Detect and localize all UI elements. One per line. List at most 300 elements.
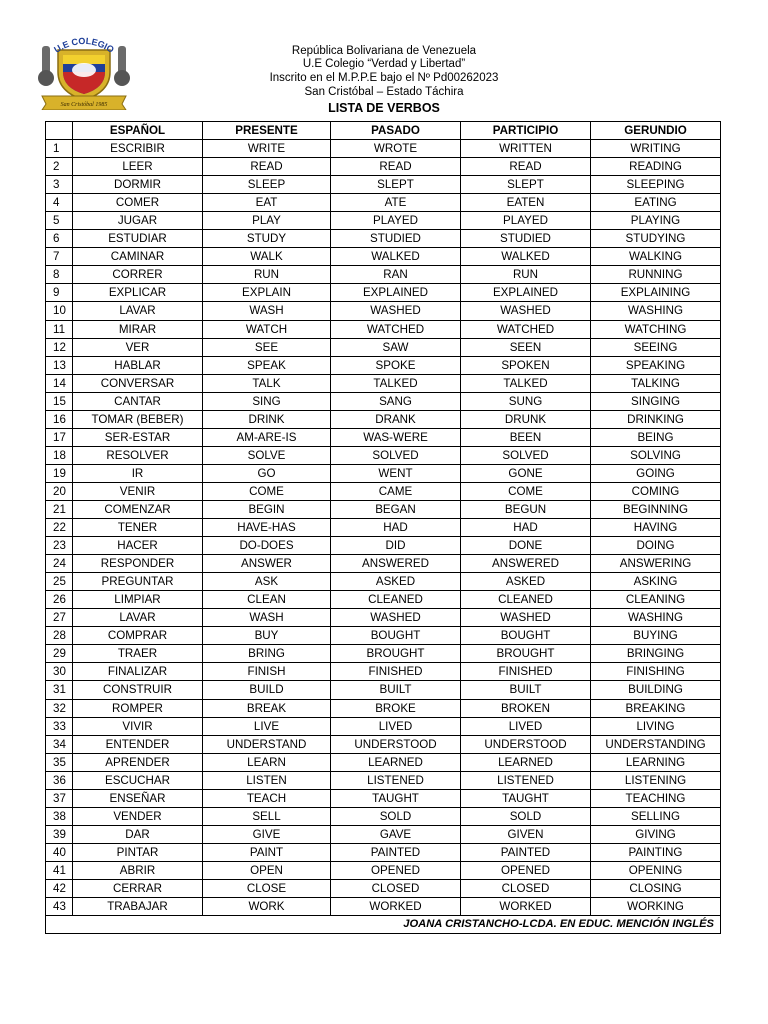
table-row <box>46 374 721 392</box>
cell-gerundio: FINISHING <box>591 663 721 681</box>
cell-espanol: LEER <box>73 158 203 176</box>
table-row <box>46 212 721 230</box>
column-header-pasado: PASADO <box>331 122 461 140</box>
logo-ribbon-text: San Cristóbal 1985 <box>60 102 108 108</box>
cell-presente: STUDY <box>203 230 331 248</box>
cell-number: 37 <box>46 789 73 807</box>
cell-espanol: SER-ESTAR <box>73 428 203 446</box>
verbs-table <box>45 121 721 934</box>
cell-espanol: LAVAR <box>73 302 203 320</box>
cell-gerundio: BREAKING <box>591 699 721 717</box>
cell-presente: LIVE <box>203 717 331 735</box>
column-header-number <box>46 122 73 140</box>
cell-number: 13 <box>46 356 73 374</box>
cell-presente: WATCH <box>203 320 331 338</box>
cell-number: 25 <box>46 573 73 591</box>
table-row <box>46 555 721 573</box>
cell-gerundio: READING <box>591 158 721 176</box>
cell-number: 16 <box>46 410 73 428</box>
cell-pasado: WROTE <box>331 140 461 158</box>
cell-number: 43 <box>46 898 73 916</box>
cell-espanol: EXPLICAR <box>73 284 203 302</box>
cell-gerundio: BUILDING <box>591 681 721 699</box>
cell-number: 6 <box>46 230 73 248</box>
table-row <box>46 591 721 609</box>
cell-pasado: WASHED <box>331 609 461 627</box>
table-row <box>46 302 721 320</box>
cell-pasado: CLEANED <box>331 591 461 609</box>
cell-participio: WALKED <box>461 248 591 266</box>
cell-presente: WORK <box>203 898 331 916</box>
cell-presente: AM-ARE-IS <box>203 428 331 446</box>
cell-espanol: ROMPER <box>73 699 203 717</box>
cell-number: 20 <box>46 482 73 500</box>
cell-number: 31 <box>46 681 73 699</box>
table-row <box>46 248 721 266</box>
cell-gerundio: ANSWERING <box>591 555 721 573</box>
table-row <box>46 176 721 194</box>
cell-espanol: PINTAR <box>73 843 203 861</box>
cell-presente: SLEEP <box>203 176 331 194</box>
cell-presente: ANSWER <box>203 555 331 573</box>
cell-espanol: ENTENDER <box>73 735 203 753</box>
cell-presente: SING <box>203 392 331 410</box>
cell-espanol: TOMAR (BEBER) <box>73 410 203 428</box>
cell-pasado: TAUGHT <box>331 789 461 807</box>
cell-presente: SELL <box>203 807 331 825</box>
cell-participio: READ <box>461 158 591 176</box>
cell-gerundio: HAVING <box>591 519 721 537</box>
cell-number: 11 <box>46 320 73 338</box>
cell-number: 10 <box>46 302 73 320</box>
cell-espanol: DORMIR <box>73 176 203 194</box>
cell-espanol: CANTAR <box>73 392 203 410</box>
cell-participio: WASHED <box>461 302 591 320</box>
cell-gerundio: BRINGING <box>591 645 721 663</box>
cell-number: 19 <box>46 464 73 482</box>
cell-espanol: PREGUNTAR <box>73 573 203 591</box>
cell-presente: WRITE <box>203 140 331 158</box>
cell-espanol: TRABAJAR <box>73 898 203 916</box>
cell-number: 38 <box>46 807 73 825</box>
cell-pasado: SLEPT <box>331 176 461 194</box>
table-row <box>46 266 721 284</box>
cell-number: 34 <box>46 735 73 753</box>
table-row <box>46 843 721 861</box>
cell-pasado: CAME <box>331 482 461 500</box>
cell-presente: BREAK <box>203 699 331 717</box>
cell-espanol: TRAER <box>73 645 203 663</box>
cell-participio: CLEANED <box>461 591 591 609</box>
cell-presente: CLOSE <box>203 879 331 897</box>
cell-gerundio: WASHING <box>591 609 721 627</box>
cell-espanol: CONSTRUIR <box>73 681 203 699</box>
table-row <box>46 464 721 482</box>
cell-participio: STUDIED <box>461 230 591 248</box>
table-row <box>46 140 721 158</box>
cell-number: 15 <box>46 392 73 410</box>
cell-gerundio: LISTENING <box>591 771 721 789</box>
cell-number: 23 <box>46 537 73 555</box>
table-row <box>46 681 721 699</box>
cell-presente: ASK <box>203 573 331 591</box>
table-row <box>46 573 721 591</box>
cell-number: 8 <box>46 266 73 284</box>
cell-pasado: DRANK <box>331 410 461 428</box>
cell-presente: DRINK <box>203 410 331 428</box>
cell-presente: OPEN <box>203 861 331 879</box>
cell-presente: EXPLAIN <box>203 284 331 302</box>
cell-participio: SLEPT <box>461 176 591 194</box>
cell-presente: TALK <box>203 374 331 392</box>
cell-gerundio: ASKING <box>591 573 721 591</box>
cell-gerundio: BUYING <box>591 627 721 645</box>
table-row <box>46 825 721 843</box>
cell-participio: GONE <box>461 464 591 482</box>
cell-pasado: EXPLAINED <box>331 284 461 302</box>
cell-gerundio: EXPLAINING <box>591 284 721 302</box>
cell-participio: SEEN <box>461 338 591 356</box>
cell-participio: BROKEN <box>461 699 591 717</box>
table-row <box>46 446 721 464</box>
cell-pasado: CLOSED <box>331 879 461 897</box>
column-header-español: ESPAÑOL <box>73 122 203 140</box>
cell-participio: BEEN <box>461 428 591 446</box>
cell-gerundio: TEACHING <box>591 789 721 807</box>
cell-espanol: VER <box>73 338 203 356</box>
cell-gerundio: WATCHING <box>591 320 721 338</box>
table-row <box>46 861 721 879</box>
cell-pasado: PAINTED <box>331 843 461 861</box>
cell-gerundio: UNDERSTANDING <box>591 735 721 753</box>
cell-participio: ANSWERED <box>461 555 591 573</box>
cell-espanol: VENIR <box>73 482 203 500</box>
cell-pasado: SPOKE <box>331 356 461 374</box>
cell-pasado: FINISHED <box>331 663 461 681</box>
cell-participio: LIVED <box>461 717 591 735</box>
cell-number: 41 <box>46 861 73 879</box>
cell-gerundio: BEGINNING <box>591 500 721 518</box>
table-row <box>46 807 721 825</box>
cell-presente: BRING <box>203 645 331 663</box>
cell-number: 33 <box>46 717 73 735</box>
column-header-presente: PRESENTE <box>203 122 331 140</box>
cell-pasado: WASHED <box>331 302 461 320</box>
cell-presente: BUILD <box>203 681 331 699</box>
cell-gerundio: WORKING <box>591 898 721 916</box>
cell-presente: LISTEN <box>203 771 331 789</box>
cell-pasado: DID <box>331 537 461 555</box>
logo-top-text: U.E COLEGIO <box>52 35 116 55</box>
cell-number: 5 <box>46 212 73 230</box>
cell-presente: SEE <box>203 338 331 356</box>
cell-gerundio: SEEING <box>591 338 721 356</box>
table-row <box>46 771 721 789</box>
cell-gerundio: BEING <box>591 428 721 446</box>
cell-presente: WALK <box>203 248 331 266</box>
cell-espanol: TENER <box>73 519 203 537</box>
table-header-row <box>46 122 721 140</box>
cell-pasado: ATE <box>331 194 461 212</box>
cell-gerundio: COMING <box>591 482 721 500</box>
cell-espanol: ESCUCHAR <box>73 771 203 789</box>
cell-espanol: ESTUDIAR <box>73 230 203 248</box>
cell-participio: LISTENED <box>461 771 591 789</box>
cell-pasado: SAW <box>331 338 461 356</box>
cell-presente: GO <box>203 464 331 482</box>
cell-pasado: BROKE <box>331 699 461 717</box>
cell-number: 27 <box>46 609 73 627</box>
cell-gerundio: WALKING <box>591 248 721 266</box>
cell-gerundio: WRITING <box>591 140 721 158</box>
table-row <box>46 519 721 537</box>
column-header-gerundio: GERUNDIO <box>591 122 721 140</box>
cell-number: 2 <box>46 158 73 176</box>
cell-espanol: ENSEÑAR <box>73 789 203 807</box>
cell-number: 39 <box>46 825 73 843</box>
table-row <box>46 410 721 428</box>
cell-number: 17 <box>46 428 73 446</box>
cell-number: 40 <box>46 843 73 861</box>
cell-presente: SOLVE <box>203 446 331 464</box>
cell-espanol: FINALIZAR <box>73 663 203 681</box>
cell-presente: SPEAK <box>203 356 331 374</box>
cell-presente: DO-DOES <box>203 537 331 555</box>
cell-pasado: WENT <box>331 464 461 482</box>
header-registration: Inscrito en el M.P.P.E bajo el Nº Pd00262023 <box>269 72 499 84</box>
cell-participio: SOLD <box>461 807 591 825</box>
cell-pasado: WAS-WERE <box>331 428 461 446</box>
cell-presente: HAVE-HAS <box>203 519 331 537</box>
cell-espanol: IR <box>73 464 203 482</box>
table-row <box>46 789 721 807</box>
cell-pasado: LEARNED <box>331 753 461 771</box>
cell-participio: LEARNED <box>461 753 591 771</box>
cell-espanol: HACER <box>73 537 203 555</box>
signature-row <box>46 916 721 934</box>
cell-gerundio: PAINTING <box>591 843 721 861</box>
cell-presente: COME <box>203 482 331 500</box>
cell-presente: WASH <box>203 609 331 627</box>
cell-espanol: RESOLVER <box>73 446 203 464</box>
cell-participio: WORKED <box>461 898 591 916</box>
cell-espanol: LAVAR <box>73 609 203 627</box>
cell-number: 26 <box>46 591 73 609</box>
table-row <box>46 753 721 771</box>
cell-gerundio: CLOSING <box>591 879 721 897</box>
table-row <box>46 500 721 518</box>
cell-pasado: LISTENED <box>331 771 461 789</box>
table-row <box>46 284 721 302</box>
cell-participio: UNDERSTOOD <box>461 735 591 753</box>
table-row <box>46 699 721 717</box>
cell-participio: WRITTEN <box>461 140 591 158</box>
cell-gerundio: LIVING <box>591 717 721 735</box>
table-row <box>46 320 721 338</box>
cell-participio: CLOSED <box>461 879 591 897</box>
cell-espanol: JUGAR <box>73 212 203 230</box>
cell-gerundio: SINGING <box>591 392 721 410</box>
cell-number: 32 <box>46 699 73 717</box>
cell-gerundio: SPEAKING <box>591 356 721 374</box>
cell-number: 9 <box>46 284 73 302</box>
cell-participio: WATCHED <box>461 320 591 338</box>
cell-gerundio: SELLING <box>591 807 721 825</box>
cell-participio: ASKED <box>461 573 591 591</box>
cell-pasado: SOLD <box>331 807 461 825</box>
cell-participio: HAD <box>461 519 591 537</box>
cell-number: 36 <box>46 771 73 789</box>
cell-espanol: COMPRAR <box>73 627 203 645</box>
cell-participio: FINISHED <box>461 663 591 681</box>
cell-gerundio: STUDYING <box>591 230 721 248</box>
cell-espanol: CORRER <box>73 266 203 284</box>
cell-number: 24 <box>46 555 73 573</box>
cell-espanol: COMENZAR <box>73 500 203 518</box>
cell-pasado: GAVE <box>331 825 461 843</box>
cell-espanol: CAMINAR <box>73 248 203 266</box>
cell-participio: EATEN <box>461 194 591 212</box>
table-row <box>46 338 721 356</box>
table-row <box>46 482 721 500</box>
cell-presente: UNDERSTAND <box>203 735 331 753</box>
table-row <box>46 230 721 248</box>
cell-participio: BROUGHT <box>461 645 591 663</box>
cell-gerundio: EATING <box>591 194 721 212</box>
cell-gerundio: GOING <box>591 464 721 482</box>
table-row <box>46 879 721 897</box>
cell-gerundio: OPENING <box>591 861 721 879</box>
cell-number: 29 <box>46 645 73 663</box>
cell-presente: GIVE <box>203 825 331 843</box>
table-row <box>46 609 721 627</box>
cell-gerundio: SOLVING <box>591 446 721 464</box>
cell-participio: BUILT <box>461 681 591 699</box>
cell-number: 18 <box>46 446 73 464</box>
cell-gerundio: DOING <box>591 537 721 555</box>
table-row <box>46 663 721 681</box>
cell-presente: CLEAN <box>203 591 331 609</box>
table-row <box>46 645 721 663</box>
cell-participio: RUN <box>461 266 591 284</box>
cell-number: 21 <box>46 500 73 518</box>
cell-pasado: TALKED <box>331 374 461 392</box>
cell-presente: BUY <box>203 627 331 645</box>
cell-pasado: SANG <box>331 392 461 410</box>
cell-participio: PLAYED <box>461 212 591 230</box>
cell-participio: SOLVED <box>461 446 591 464</box>
cell-pasado: ANSWERED <box>331 555 461 573</box>
cell-participio: WASHED <box>461 609 591 627</box>
cell-participio: BEGUN <box>461 500 591 518</box>
cell-pasado: BOUGHT <box>331 627 461 645</box>
cell-pasado: HAD <box>331 519 461 537</box>
cell-presente: LEARN <box>203 753 331 771</box>
cell-presente: BEGIN <box>203 500 331 518</box>
cell-espanol: ABRIR <box>73 861 203 879</box>
table-row <box>46 158 721 176</box>
cell-presente: WASH <box>203 302 331 320</box>
cell-espanol: HABLAR <box>73 356 203 374</box>
cell-participio: COME <box>461 482 591 500</box>
cell-gerundio: TALKING <box>591 374 721 392</box>
cell-number: 28 <box>46 627 73 645</box>
cell-number: 14 <box>46 374 73 392</box>
signature: JOANA CRISTANCHO-LCDA. EN EDUC. MENCIÓN INGLÉS <box>46 916 721 934</box>
cell-gerundio: CLEANING <box>591 591 721 609</box>
cell-participio: TALKED <box>461 374 591 392</box>
cell-presente: EAT <box>203 194 331 212</box>
cell-participio: EXPLAINED <box>461 284 591 302</box>
cell-espanol: CONVERSAR <box>73 374 203 392</box>
table-row <box>46 898 721 916</box>
cell-gerundio: PLAYING <box>591 212 721 230</box>
cell-number: 7 <box>46 248 73 266</box>
cell-pasado: STUDIED <box>331 230 461 248</box>
cell-pasado: SOLVED <box>331 446 461 464</box>
cell-espanol: VIVIR <box>73 717 203 735</box>
cell-espanol: ESCRIBIR <box>73 140 203 158</box>
cell-espanol: APRENDER <box>73 753 203 771</box>
table-row <box>46 537 721 555</box>
cell-pasado: WATCHED <box>331 320 461 338</box>
cell-participio: SUNG <box>461 392 591 410</box>
cell-participio: PAINTED <box>461 843 591 861</box>
table-row <box>46 194 721 212</box>
cell-participio: SPOKEN <box>461 356 591 374</box>
cell-pasado: BUILT <box>331 681 461 699</box>
cell-number: 4 <box>46 194 73 212</box>
cell-presente: RUN <box>203 266 331 284</box>
cell-gerundio: DRINKING <box>591 410 721 428</box>
cell-participio: DRUNK <box>461 410 591 428</box>
cell-espanol: DAR <box>73 825 203 843</box>
cell-number: 30 <box>46 663 73 681</box>
cell-presente: PLAY <box>203 212 331 230</box>
cell-presente: READ <box>203 158 331 176</box>
cell-number: 35 <box>46 753 73 771</box>
cell-pasado: WALKED <box>331 248 461 266</box>
cell-gerundio: GIVING <box>591 825 721 843</box>
cell-espanol: MIRAR <box>73 320 203 338</box>
cell-espanol: VENDER <box>73 807 203 825</box>
cell-participio: TAUGHT <box>461 789 591 807</box>
cell-pasado: LIVED <box>331 717 461 735</box>
cell-presente: FINISH <box>203 663 331 681</box>
cell-pasado: PLAYED <box>331 212 461 230</box>
table-row <box>46 717 721 735</box>
header-location: San Cristóbal – Estado Táchira <box>304 86 464 98</box>
school-logo <box>36 28 132 110</box>
cell-pasado: ASKED <box>331 573 461 591</box>
cell-pasado: WORKED <box>331 898 461 916</box>
cell-espanol: CERRAR <box>73 879 203 897</box>
cell-gerundio: RUNNING <box>591 266 721 284</box>
table-row <box>46 735 721 753</box>
cell-participio: OPENED <box>461 861 591 879</box>
cell-gerundio: LEARNING <box>591 753 721 771</box>
header-country: República Bolivariana de Venezuela <box>291 45 477 57</box>
cell-pasado: UNDERSTOOD <box>331 735 461 753</box>
column-header-participio: PARTICIPIO <box>461 122 591 140</box>
cell-gerundio: WASHING <box>591 302 721 320</box>
cell-participio: DONE <box>461 537 591 555</box>
cell-participio: GIVEN <box>461 825 591 843</box>
cell-espanol: LIMPIAR <box>73 591 203 609</box>
cell-number: 22 <box>46 519 73 537</box>
cell-presente: PAINT <box>203 843 331 861</box>
cell-number: 42 <box>46 879 73 897</box>
